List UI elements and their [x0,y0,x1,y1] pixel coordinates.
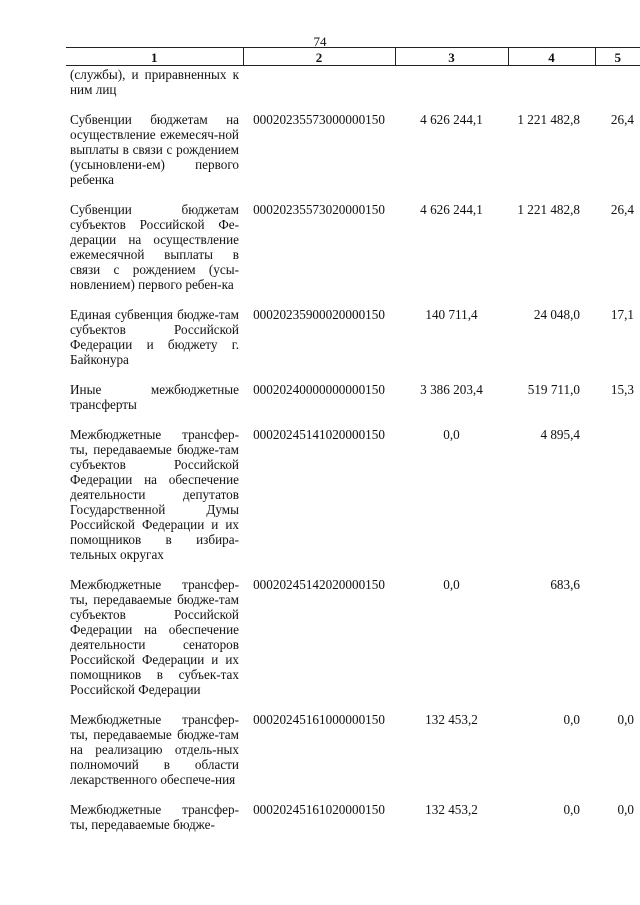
row-code [243,66,395,112]
row-code: 00020245161020000150 [253,802,385,817]
row-plan: 3 386 203,4 [420,382,483,397]
row-code: 00020235900020000150 [253,307,385,322]
row-plan: 132 453,2 [425,712,478,727]
table-row [66,711,640,801]
row-actual: 24 048,0 [533,307,580,322]
header-col-5: 5 [595,48,640,66]
row-plan: 140 711,4 [425,307,478,322]
row-name: Межбюджетные трансфер-ты, передаваемые бюдже-там субъектов Российской Федерации на обеспечение деятельности сенаторов Российской Федерации и их помощников в субъек-тах Российской Федерации [70,577,239,697]
row-percent: 0,0 [617,802,634,817]
row-plan: 4 626 244,1 [420,112,483,127]
table-header [66,48,640,66]
header-col-1: 1 [66,48,243,66]
row-code: 00020245141020000150 [253,427,385,442]
budget-table [66,47,640,846]
header-col-4: 4 [508,48,595,66]
table-row [66,201,640,306]
row-actual: 4 895,4 [540,427,580,442]
row-name: Иные межбюджетные трансферты [70,382,239,412]
row-percent [595,66,640,112]
table-row [66,576,640,711]
header-col-3: 3 [395,48,508,66]
row-percent: 0,0 [617,712,634,727]
row-plan: 0,0 [443,577,460,592]
table-row [66,111,640,201]
table-row [66,306,640,381]
row-code: 00020245142020000150 [253,577,385,592]
table-row [66,426,640,576]
row-plan: 4 626 244,1 [420,202,483,217]
row-name: Межбюджетные трансфер-ты, передаваемые бюдже-там субъектов Российской Федерации на обеспечение деятельности депутатов Государственной Думы Российской Федерации и их помощников в избира-тельных округах [70,427,239,562]
page-number: 74 [313,34,327,49]
row-percent: 26,4 [610,202,634,217]
row-plan [395,66,508,112]
row-name: Единая субвенция бюдже-там субъектов Российской Федерации и бюджету г. Байконура [70,307,239,367]
row-actual: 0,0 [563,802,580,817]
row-percent: 15,3 [610,382,634,397]
row-name: Субвенции бюджетам субъектов Российской Фе-дерации на осуществление ежемесячной выплаты в связи с рождением (усы-новлением) первого ребен-ка [70,202,239,292]
table-row [66,801,640,846]
row-percent: 26,4 [610,112,634,127]
row-percent: 17,1 [610,307,634,322]
row-actual: 0,0 [563,712,580,727]
table-row [66,66,640,112]
row-percent [595,576,640,711]
row-name: Межбюджетные трансфер-ты, передаваемые бюдже- [70,802,239,832]
row-actual: 683,6 [550,577,580,592]
row-plan: 0,0 [443,427,460,442]
header-col-2: 2 [243,48,395,66]
table-row [66,381,640,426]
row-percent [595,426,640,576]
row-code: 00020235573020000150 [253,202,385,217]
row-code: 00020235573000000150 [253,112,385,127]
row-actual: 1 221 482,8 [517,112,580,127]
row-actual [508,66,595,112]
row-name: Межбюджетные трансфер-ты, передаваемые бюдже-там на реализацию отдель-ных полномочий в области лекарственного обеспече-ния [70,712,239,787]
row-actual: 519 711,0 [527,382,580,397]
row-code: 00020245161000000150 [253,712,385,727]
row-name: (службы), и приравненных к ним лиц [70,67,239,97]
row-name: Субвенции бюджетам на осуществление ежемесяч-ной выплаты в связи с рождением (усыновлени-ем) первого ребенка [70,112,239,187]
row-actual: 1 221 482,8 [517,202,580,217]
row-code: 00020240000000000150 [253,382,385,397]
row-plan: 132 453,2 [425,802,478,817]
